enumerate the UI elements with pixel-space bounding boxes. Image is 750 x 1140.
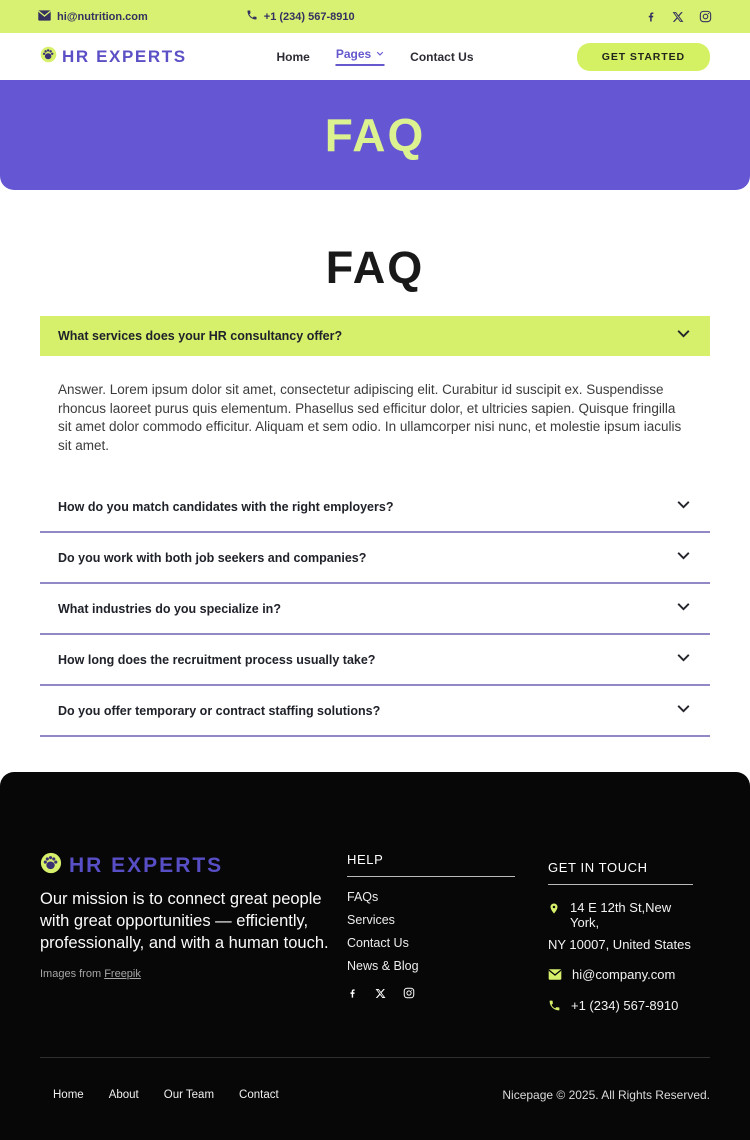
hero-banner — [0, 80, 750, 190]
footer-socials — [347, 986, 515, 1004]
faq-question-header-0[interactable] — [40, 316, 710, 356]
chevron-down-icon — [675, 547, 692, 569]
chevron-down-icon — [675, 325, 692, 347]
freepik-link[interactable]: Freepik — [104, 968, 141, 981]
faq-answer-text: Answer. Lorem ipsum dolor sit amet, consectetur adipiscing elit. Curabitur id suscipit ex. Suspendisse rhoncus laoreet purus quis elementum. Phasellus sed efficitur dolor, et ultricies sapien. Quisque fringilla sit amet dolor commodo efficitur. Aliquam et sem odio. In ullamcorper nisi nunc, et molestie ipsum iaculis sit amet. — [58, 382, 682, 453]
faq-question-header-3[interactable] — [40, 584, 710, 635]
bottom-link-about[interactable]: About — [108, 1089, 139, 1101]
footer-brand-logo[interactable] — [40, 852, 347, 879]
chevron-down-icon — [675, 496, 692, 518]
footer-link-news-blog[interactable]: News & Blog — [347, 959, 419, 973]
phone-icon — [548, 999, 561, 1015]
chevron-down-icon — [375, 47, 384, 61]
faq-question-text: What industries do you specialize in? — [58, 601, 281, 616]
location-pin-icon — [548, 901, 560, 919]
x-twitter-icon[interactable] — [672, 11, 684, 23]
footer-contact-column — [548, 852, 693, 1015]
footer-mission-text: Our mission is to connect great people with great opportunities — efficiently, professionally, and with a human touch. — [40, 890, 329, 952]
bottom-link-home[interactable]: Home — [53, 1089, 84, 1101]
nav-link-contact-us[interactable]: Contact Us — [410, 49, 474, 64]
main-content — [0, 190, 750, 772]
credit-prefix: Images from — [40, 968, 105, 981]
envelope-icon — [548, 968, 562, 983]
chevron-down-icon — [675, 649, 692, 671]
address-line-1: 14 E 12th St,New York, — [570, 900, 672, 930]
footer-link-services[interactable]: Services — [347, 913, 395, 927]
address-line-2: NY 10007, United States — [548, 937, 691, 952]
nav-link-pages-label: Pages — [335, 47, 372, 61]
page-title: FAQ — [325, 242, 425, 293]
chevron-down-icon — [675, 598, 692, 620]
x-twitter-icon[interactable] — [375, 986, 386, 1004]
footer-link-faqs[interactable]: FAQs — [347, 890, 379, 904]
topbar-phone-text: +1 (234) 567-8910 — [263, 10, 355, 23]
hand-logo-icon — [40, 852, 62, 879]
footer-bottom-bar — [40, 1058, 710, 1102]
faq-question-text: What services does your HR consultancy offer? — [58, 329, 343, 343]
faq-question-text: How do you match candidates with the right employers? — [58, 499, 394, 514]
brand-name: HR EXPERTS — [62, 46, 187, 66]
footer-phone[interactable] — [548, 998, 693, 1015]
instagram-icon[interactable] — [403, 986, 415, 1004]
faq-question-header-5[interactable] — [40, 686, 710, 737]
topbar-socials — [645, 10, 712, 23]
footer-help-column — [347, 852, 515, 1015]
topbar-email-text: hi@nutrition.com — [57, 10, 148, 23]
footer — [0, 772, 750, 1140]
footer-image-credit — [40, 968, 347, 980]
footer-link-contact-us[interactable]: Contact Us — [347, 936, 409, 950]
facebook-icon[interactable] — [347, 986, 358, 1004]
footer-phone-text: +1 (234) 567-8910 — [571, 998, 679, 1013]
envelope-icon — [38, 10, 51, 24]
nav-link-home[interactable]: Home — [276, 49, 310, 64]
navbar — [0, 33, 750, 80]
topbar-phone-link[interactable] — [246, 9, 355, 24]
footer-brand-column — [40, 852, 347, 1015]
get-in-touch-heading: GET IN TOUCH — [548, 860, 693, 885]
bottom-link-our-team[interactable]: Our Team — [163, 1089, 215, 1101]
copyright-text: Nicepage © 2025. All Rights Reserved. — [502, 1088, 710, 1102]
faq-question-header-2[interactable] — [40, 533, 710, 584]
footer-address — [548, 900, 693, 930]
footer-email[interactable] — [548, 967, 693, 983]
main-nav — [276, 47, 473, 66]
footer-bottom-links — [53, 1089, 279, 1101]
footer-brand-name: HR EXPERTS — [69, 853, 224, 877]
instagram-icon[interactable] — [699, 10, 712, 23]
bottom-link-contact[interactable]: Contact — [239, 1089, 279, 1101]
help-heading: HELP — [347, 852, 515, 877]
faq-question-header-4[interactable] — [40, 635, 710, 686]
faq-question-text: How long does the recruitment process usually take? — [58, 652, 376, 667]
hero-title: FAQ — [324, 109, 426, 161]
chevron-down-icon — [675, 700, 692, 722]
topbar-email-link[interactable] — [38, 10, 148, 24]
faq-question-header-1[interactable] — [40, 482, 710, 533]
faq-item-expanded — [40, 316, 710, 482]
faq-question-text: Do you offer temporary or contract staffing solutions? — [58, 703, 381, 718]
facebook-icon[interactable] — [645, 11, 657, 23]
nav-link-pages[interactable] — [336, 47, 384, 66]
get-started-button[interactable]: GET STARTED — [577, 43, 710, 71]
brand-logo[interactable] — [40, 46, 187, 68]
help-links — [347, 890, 515, 973]
faq-accordion — [40, 316, 710, 737]
top-bar — [0, 0, 750, 33]
phone-icon — [246, 9, 258, 24]
hand-logo-icon — [40, 46, 57, 68]
faq-question-text: Do you work with both job seekers and companies? — [58, 550, 367, 565]
footer-email-text: hi@company.com — [572, 967, 676, 982]
